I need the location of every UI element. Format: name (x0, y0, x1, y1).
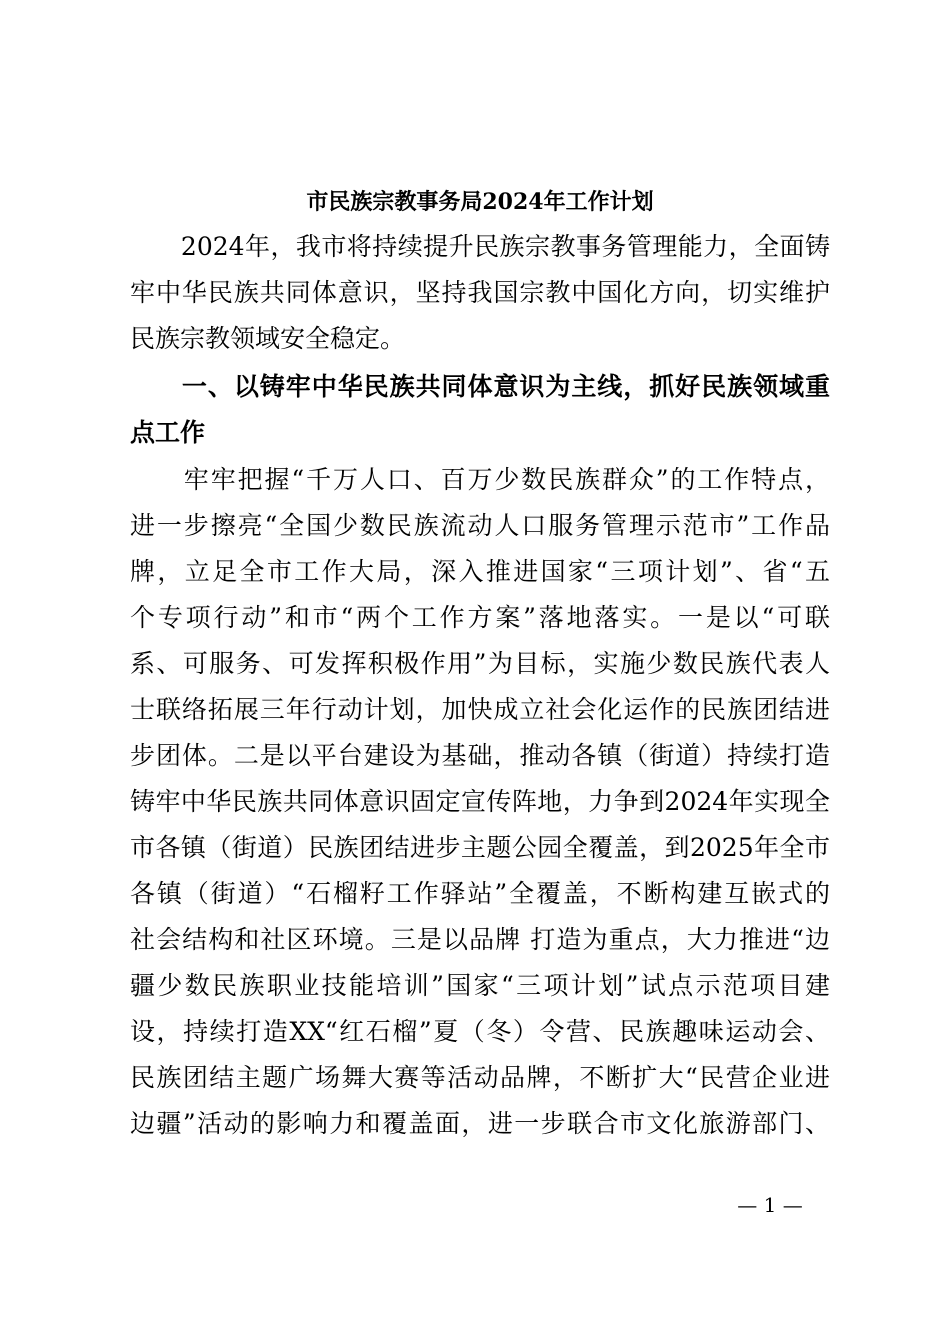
intro-line: 民族宗教领域安全稳定。 (130, 324, 406, 353)
body-line: 市各镇（街道）民族团结进步主题公园全覆盖，到2025年全市 (130, 833, 830, 862)
body-line: 边疆”活动的影响力和覆盖面，进一步联合市文化旅游部门、 (130, 1109, 830, 1138)
page-number: — 1 — (737, 1193, 803, 1217)
body-line: 各镇（街道）“石榴籽工作驿站”全覆盖，不断构建互嵌式的 (130, 879, 830, 908)
intro-line: 牢中华民族共同体意识，坚持我国宗教中国化方向，切实维护 (130, 278, 830, 307)
body-line: 设，持续打造XX“红石榴”夏（冬）令营、民族趣味运动会、 (130, 1017, 830, 1046)
body-line: 步团体。二是以平台建设为基础，推动各镇（街道）持续打造 (130, 741, 830, 770)
intro-line: 2024年，我市将持续提升民族宗教事务管理能力，全面铸 (130, 232, 830, 261)
body-line: 士联络拓展三年行动计划，加快成立社会化运作的民族团结进 (130, 695, 830, 724)
body-line: 疆少数民族职业技能培训”国家“三项计划”试点示范项目建 (130, 971, 830, 1000)
body-line: 社会结构和社区环境。三是以品牌 打造为重点，大力推进“边 (130, 925, 830, 954)
section-heading-line: 点工作 (130, 418, 206, 447)
body-line: 铸牢中华民族共同体意识固定宣传阵地，力争到2024年实现全 (130, 787, 830, 816)
body-line: 牢牢把握“千万人口、百万少数民族群众”的工作特点， (130, 465, 830, 494)
body-line: 个专项行动”和市“两个工作方案”落地落实。一是以“可联 (130, 603, 830, 632)
body-line: 进一步擦亮“全国少数民族流动人口服务管理示范市”工作品 (130, 511, 830, 540)
section-heading-line: 一、以铸牢中华民族共同体意识为主线，抓好民族领域重 (130, 372, 830, 401)
body-line: 牌，立足全市工作大局，深入推进国家“三项计划”、省“五 (130, 557, 830, 586)
body-line: 系、可服务、可发挥积极作用”为目标，实施少数民族代表人 (130, 649, 830, 678)
document-title: 市民族宗教事务局2024年工作计划 (306, 189, 654, 215)
body-line: 民族团结主题广场舞大赛等活动品牌，不断扩大“民营企业进 (130, 1063, 830, 1092)
